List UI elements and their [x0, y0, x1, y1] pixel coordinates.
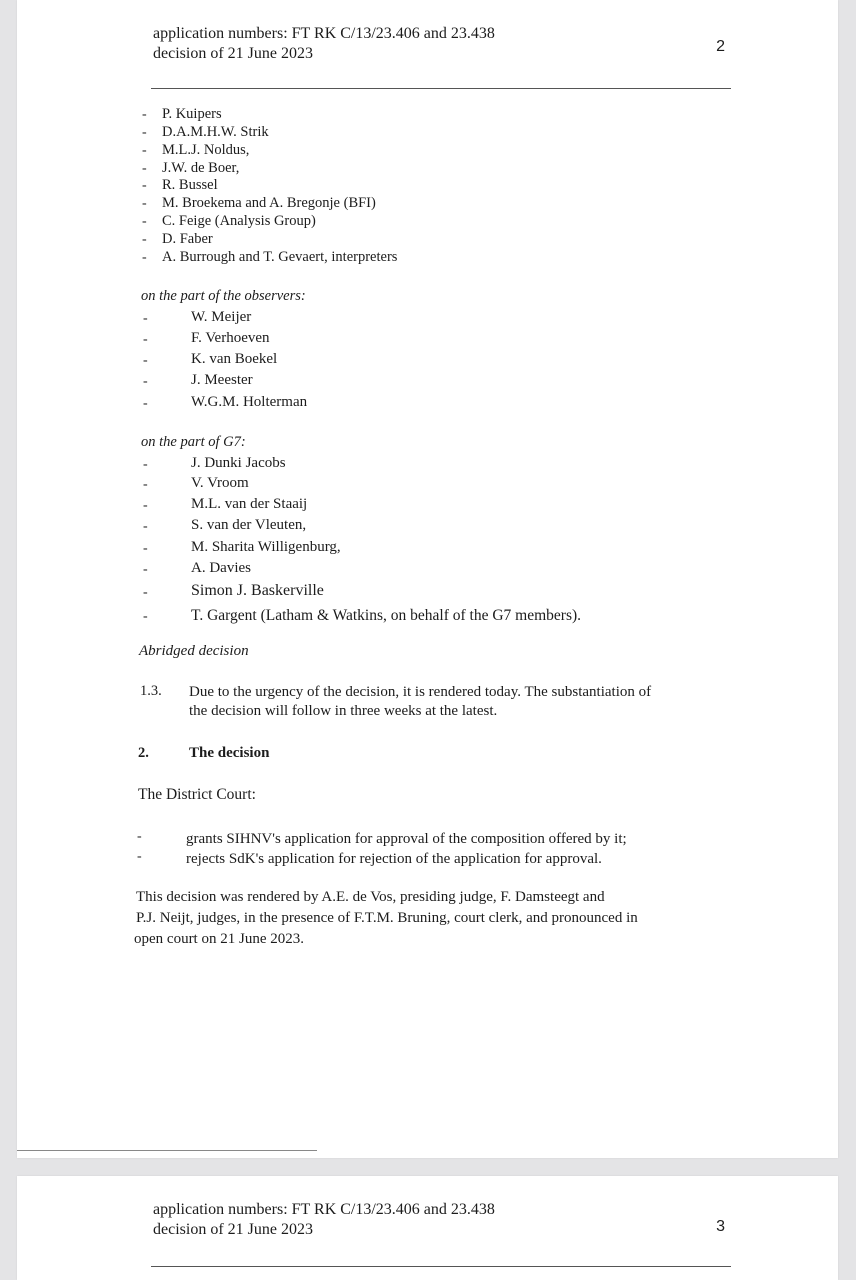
list-item: R. Bussel [162, 177, 218, 193]
section-title: The decision [189, 745, 270, 761]
header-rule [151, 1266, 731, 1267]
section-number: 2. [138, 745, 149, 761]
list-dash: - [143, 519, 148, 534]
list-dash: - [142, 125, 147, 140]
paragraph-text: Due to the urgency of the decision, it is rendered today. The substantiation of [189, 684, 652, 700]
list-dash: - [142, 232, 147, 247]
list-item: S. van der Vleuten, [191, 517, 307, 533]
page-header [153, 1200, 495, 1240]
list-item: W.G.M. Holterman [191, 394, 308, 410]
list-item: grants SIHNV's application for approval of the composition offered by it; [186, 831, 627, 847]
list-item: D. Faber [162, 231, 213, 247]
list-dash: - [142, 178, 147, 193]
list-item: A. Burrough and T. Gevaert, interpreters [162, 249, 398, 265]
list-item: J. Meester [191, 372, 253, 388]
list-dash: - [143, 562, 148, 577]
court-label: The District Court: [138, 786, 256, 803]
header-rule [151, 88, 731, 89]
list-dash: - [143, 332, 148, 347]
list-dash: - [142, 196, 147, 211]
list-item: C. Feige (Analysis Group) [162, 213, 316, 229]
list-item: J.W. de Boer, [162, 160, 240, 176]
paragraph-text: the decision will follow in three weeks at the latest. [189, 703, 498, 719]
list-dash: - [142, 143, 147, 158]
list-dash: - [143, 541, 148, 556]
list-dash: - [137, 829, 142, 844]
page-header [153, 24, 495, 64]
document-page-2 [17, 0, 838, 1158]
list-item: A. Davies [191, 560, 251, 576]
list-item: J. Dunki Jacobs [191, 455, 286, 471]
list-dash: - [143, 609, 148, 624]
list-dash: - [142, 214, 147, 229]
list-item: F. Verhoeven [191, 330, 270, 346]
observers-heading: on the part of the observers: [141, 288, 306, 304]
list-dash: - [143, 477, 148, 492]
page-number: 2 [716, 38, 725, 55]
closing-line: open court on 21 June 2023. [134, 931, 304, 947]
page-bottom-rule [17, 1150, 317, 1151]
list-item: T. Gargent (Latham & Watkins, on behalf of the G7 members). [191, 607, 582, 624]
abridged-heading: Abridged decision [139, 643, 249, 659]
list-dash: - [143, 353, 148, 368]
list-dash: - [143, 457, 148, 472]
list-item: M. Broekema and A. Bregonje (BFI) [162, 195, 376, 211]
list-dash: - [142, 107, 147, 122]
list-dash: - [143, 374, 148, 389]
document-page-3 [17, 1176, 838, 1280]
list-item: D.A.M.H.W. Strik [162, 124, 269, 140]
page-number: 3 [716, 1218, 725, 1235]
closing-line: P.J. Neijt, judges, in the presence of F.T.M. Bruning, court clerk, and pronounced in [136, 910, 638, 926]
list-dash: - [142, 250, 147, 265]
list-item: P. Kuipers [162, 106, 222, 122]
list-dash: - [143, 498, 148, 513]
list-dash: - [137, 849, 142, 864]
g7-heading: on the part of G7: [141, 434, 246, 450]
list-item: K. van Boekel [191, 351, 278, 367]
application-numbers: application numbers: FT RK C/13/23.406 and 23.438 [153, 25, 495, 42]
list-item: V. Vroom [191, 475, 249, 491]
list-item: W. Meijer [191, 309, 252, 325]
application-numbers: application numbers: FT RK C/13/23.406 and 23.438 [153, 1201, 495, 1218]
decision-date: decision of 21 June 2023 [153, 1221, 313, 1238]
list-dash: - [143, 585, 148, 600]
list-dash: - [142, 161, 147, 176]
list-item: M. Sharita Willigenburg, [191, 539, 341, 555]
list-dash: - [143, 311, 148, 326]
list-item: Simon J. Baskerville [191, 582, 324, 599]
list-item: rejects SdK's application for rejection of the application for approval. [186, 851, 602, 867]
list-dash: - [143, 396, 148, 411]
decision-date: decision of 21 June 2023 [153, 45, 313, 62]
list-item: M.L.J. Noldus, [162, 142, 250, 158]
closing-line: This decision was rendered by A.E. de Vos, presiding judge, F. Damsteegt and [136, 889, 605, 905]
list-item: M.L. van der Staaij [191, 496, 308, 512]
paragraph-number: 1.3. [140, 683, 162, 699]
